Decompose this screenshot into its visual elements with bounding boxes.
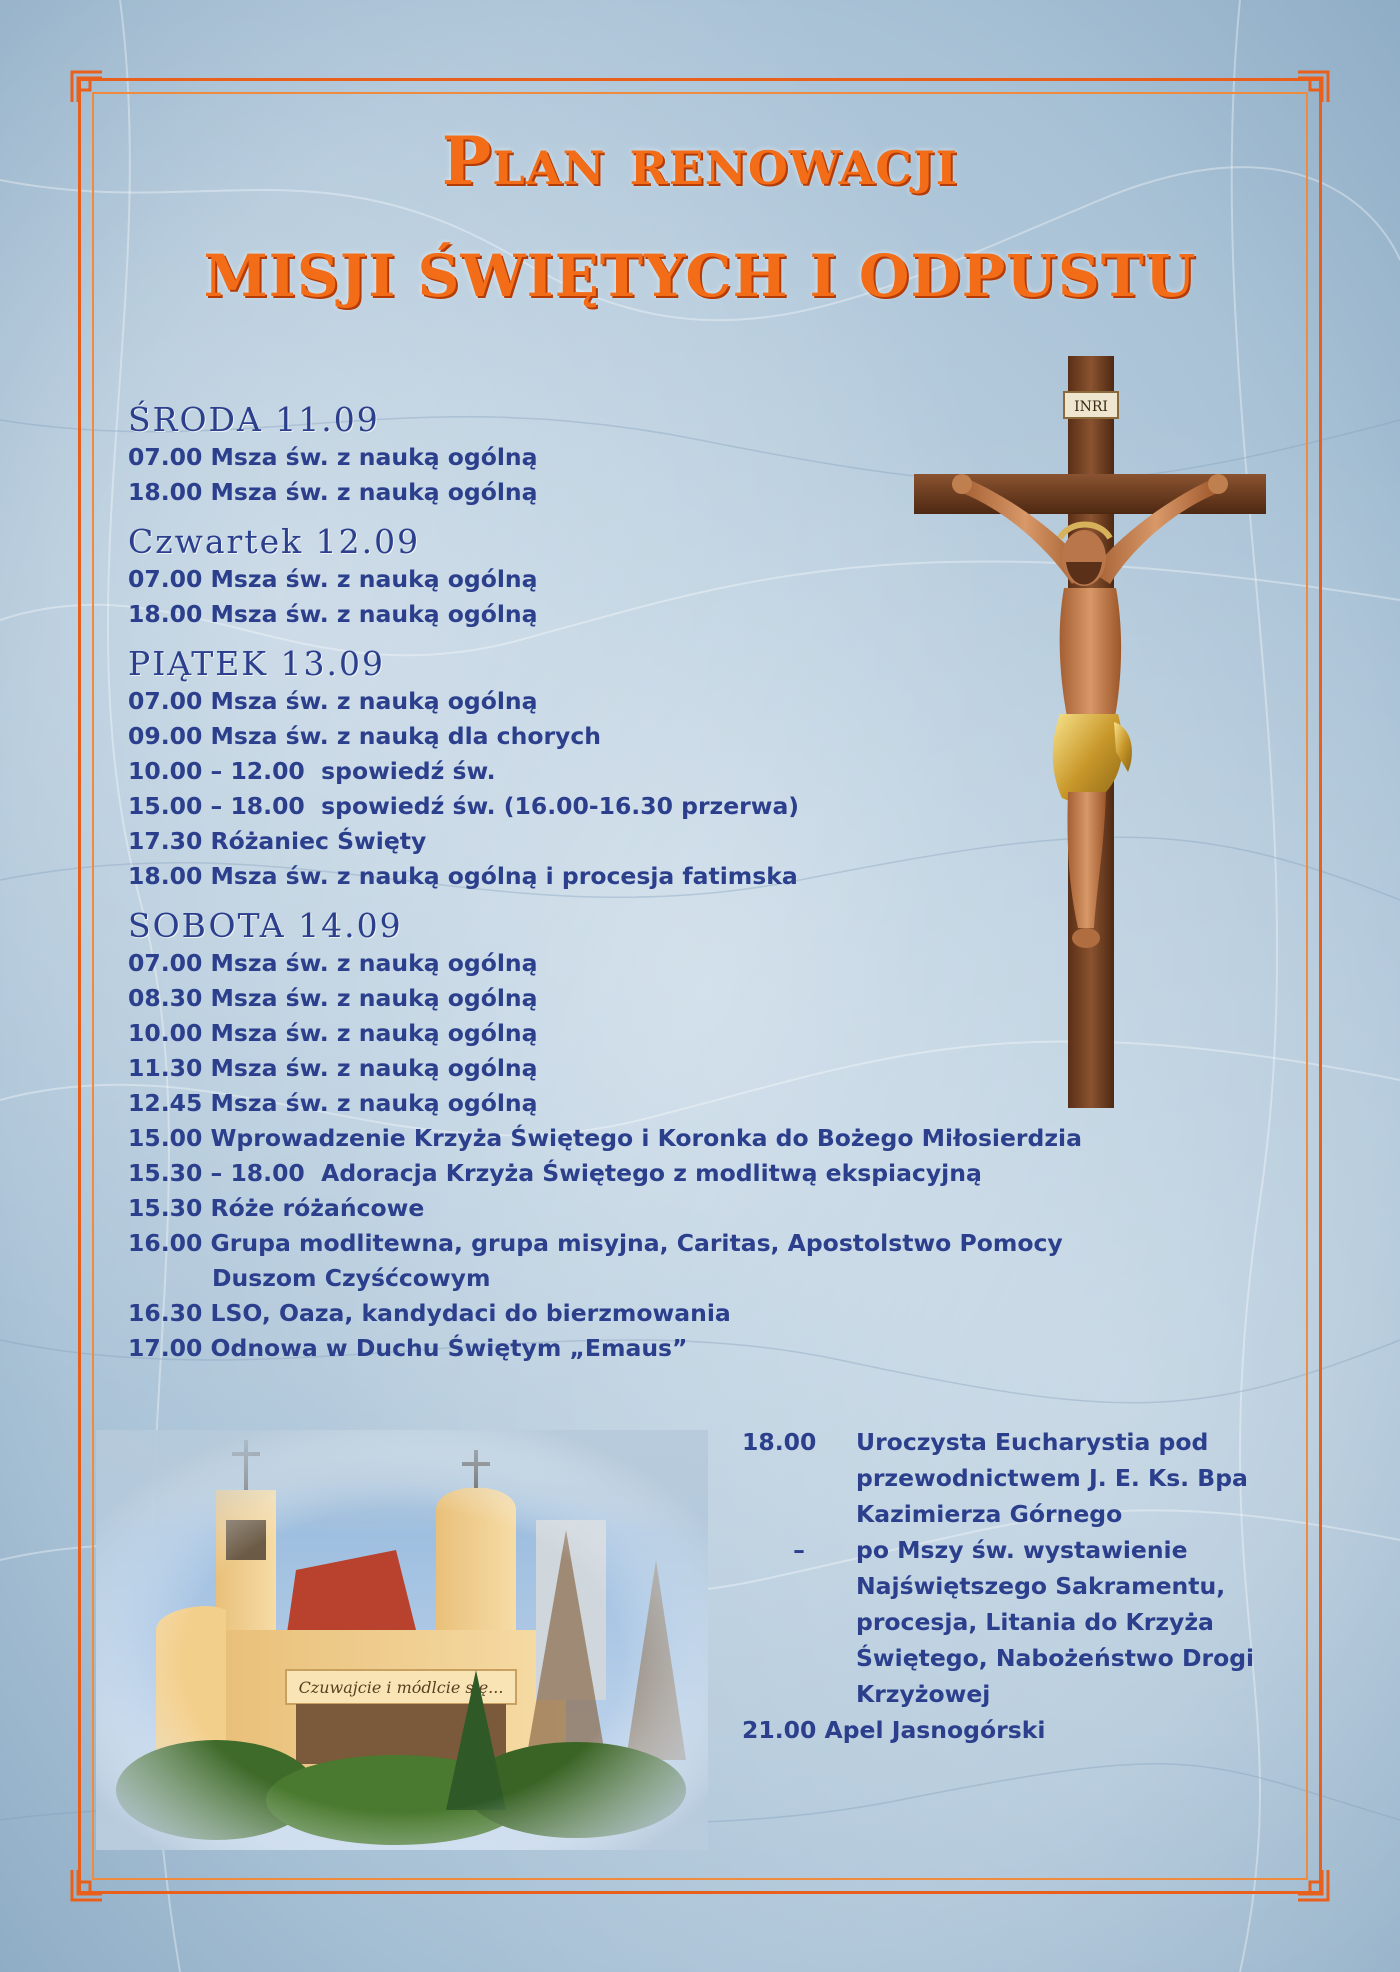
- schedule-item-continuation: Duszom Czyśćcowym: [212, 1264, 491, 1292]
- day-heading: PIĄTEK 13.09: [128, 644, 385, 683]
- schedule-item: 16.30 LSO, Oaza, kandydaci do bierzmowania: [128, 1299, 731, 1327]
- corner-ornament-top-right: [1296, 70, 1330, 104]
- sunday-line: Uroczysta Eucharystia pod: [856, 1428, 1209, 1456]
- schedule-item: 07.00 Msza św. z nauką ogólną: [128, 687, 538, 715]
- sunday-line: 21.00 Apel Jasnogórski: [742, 1716, 1046, 1744]
- inri-plaque-text: INRI: [1074, 399, 1108, 415]
- schedule-item: 11.30 Msza św. z nauką ogólną: [128, 1054, 538, 1082]
- schedule-item: 18.00 Msza św. z nauką ogólną: [128, 478, 538, 506]
- sunday-line: Kazimierza Górnego: [856, 1500, 1123, 1528]
- schedule-item: 07.00 Msza św. z nauką ogólną: [128, 565, 538, 593]
- schedule-item: 15.30 Róże różańcowe: [128, 1194, 425, 1222]
- sunday-line: Najświętszego Sakramentu,: [856, 1572, 1226, 1600]
- schedule-item: 08.30 Msza św. z nauką ogólną: [128, 984, 538, 1012]
- schedule-item: 09.00 Msza św. z nauką dla chorych: [128, 722, 602, 750]
- schedule-item: 15.00 Wprowadzenie Krzyża Świętego i Koronka do Bożego Miłosierdzia: [128, 1124, 1082, 1152]
- schedule-item: 15.30 – 18.00 Adoracja Krzyża Świętego z modlitwą ekspiacyjną: [128, 1159, 982, 1187]
- dash-bullet: –: [793, 1536, 805, 1564]
- day-heading: ŚRODA 11.09: [128, 400, 380, 439]
- schedule-item: 16.00 Grupa modlitewna, grupa misyjna, Caritas, Apostolstwo Pomocy: [128, 1229, 1063, 1257]
- title-line-1: Plan renowacji: [441, 122, 959, 200]
- title-line-2: MISJI ŚWIĘTYCH I ODPUSTU: [203, 242, 1197, 310]
- schedule-item: 17.00 Odnowa w Duchu Świętym „Emaus”: [128, 1334, 688, 1362]
- day-heading: Czwartek 12.09: [128, 522, 421, 561]
- sunday-line: Świętego, Nabożeństwo Drogi: [856, 1644, 1255, 1672]
- church-photo: [96, 1430, 708, 1850]
- corner-ornament-bottom-left: [70, 1868, 104, 1902]
- sunday-line: przewodnictwem J. E. Ks. Bpa: [856, 1464, 1248, 1492]
- corner-ornament-top-left: [70, 70, 104, 104]
- schedule-item: 18.00 Msza św. z nauką ogólną: [128, 600, 538, 628]
- crucifix-image: [900, 352, 1280, 1112]
- schedule-item: 15.00 – 18.00 spowiedź św. (16.00-16.30 przerwa): [128, 792, 800, 820]
- sunday-time: 18.00: [742, 1428, 817, 1456]
- corner-ornament-bottom-right: [1296, 1868, 1330, 1902]
- schedule-item: 12.45 Msza św. z nauką ogólną: [128, 1089, 538, 1117]
- schedule-item: 07.00 Msza św. z nauką ogólną: [128, 443, 538, 471]
- sunday-block: [742, 1424, 1262, 1748]
- sunday-line: Krzyżowej: [856, 1680, 991, 1708]
- day-heading: SOBOTA 14.09: [128, 906, 403, 945]
- sunday-line: po Mszy św. wystawienie: [856, 1536, 1188, 1564]
- schedule-item: 18.00 Msza św. z nauką ogólną i procesja fatimska: [128, 862, 798, 890]
- schedule-item: 10.00 Msza św. z nauką ogólną: [128, 1019, 538, 1047]
- schedule-item: 17.30 Różaniec Święty: [128, 827, 427, 855]
- schedule-item: 10.00 – 12.00 spowiedź św.: [128, 757, 496, 785]
- sunday-line: procesja, Litania do Krzyża: [856, 1608, 1214, 1636]
- schedule-item: 07.00 Msza św. z nauką ogólną: [128, 949, 538, 977]
